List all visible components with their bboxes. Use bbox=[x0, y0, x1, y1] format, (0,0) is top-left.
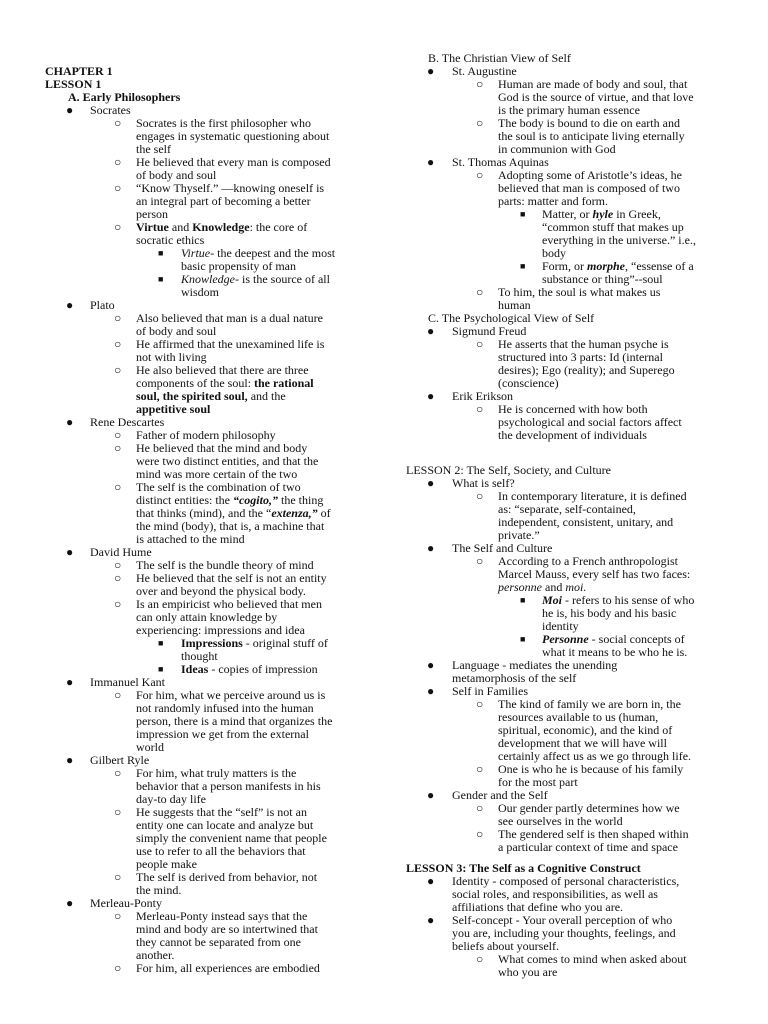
bullet-circle-icon: ○ bbox=[114, 337, 122, 351]
philosopher-name: Plato bbox=[90, 298, 115, 312]
bullet-dot-icon: ● bbox=[66, 675, 74, 689]
list-item: Adopting some of Aristotle’s ideas, he bbox=[498, 168, 682, 182]
list-item: impression we get from the external bbox=[136, 727, 309, 741]
list-item: For him, what we perceive around us is bbox=[136, 688, 326, 702]
lesson-heading: LESSON 2: The Self, Society, and Culture bbox=[406, 463, 611, 477]
list-item: personne and moi. bbox=[498, 580, 587, 594]
list-item: For him, what truly matters is the bbox=[136, 766, 297, 780]
list-item: of body and soul bbox=[136, 168, 217, 182]
list-item: soul, the spirited soul, and the bbox=[136, 389, 286, 403]
bullet-circle-icon: ○ bbox=[476, 402, 484, 416]
bullet-dot-icon: ● bbox=[427, 658, 435, 672]
bullet-circle-icon: ○ bbox=[476, 554, 484, 568]
list-item: Human are made of body and soul, that bbox=[498, 77, 688, 91]
list-item: The kind of family we are born in, the bbox=[498, 697, 681, 711]
bullet-circle-icon: ○ bbox=[114, 116, 122, 130]
bullet-dot-icon: ● bbox=[427, 64, 435, 78]
bullet-dot-icon: ● bbox=[427, 913, 435, 927]
bullet-dot-icon: ● bbox=[427, 476, 435, 490]
philosopher-name: Gilbert Ryle bbox=[90, 753, 150, 767]
bullet-circle-icon: ○ bbox=[114, 766, 122, 780]
list-item: The self is the combination of two bbox=[136, 480, 301, 494]
bullet-square-icon: ■ bbox=[520, 209, 526, 219]
list-item: development that we will have will bbox=[498, 736, 667, 750]
bullet-dot-icon: ● bbox=[427, 874, 435, 888]
bullet-circle-icon: ○ bbox=[114, 805, 122, 819]
list-item: a particular context of time and space bbox=[498, 840, 678, 854]
list-item: appetitive soul bbox=[136, 402, 211, 416]
list-item: metamorphosis of the self bbox=[452, 671, 577, 685]
list-item: The self is derived from behavior, not bbox=[136, 870, 318, 884]
list-item: Marcel Mauss, every self has two faces: bbox=[498, 567, 691, 581]
list-item: person bbox=[136, 207, 168, 221]
bullet-square-icon: ■ bbox=[520, 261, 526, 271]
list-item: human bbox=[498, 298, 531, 312]
list-item: not with living bbox=[136, 350, 207, 364]
bullet-circle-icon: ○ bbox=[476, 762, 484, 776]
bullet-dot-icon: ● bbox=[427, 684, 435, 698]
bullet-dot-icon: ● bbox=[66, 896, 74, 910]
topic-name: Language - mediates the unending bbox=[452, 658, 618, 672]
list-item: not randomly infused into the human bbox=[136, 701, 314, 715]
list-item: you are, including your thoughts, feelings, and bbox=[452, 926, 676, 940]
bullet-square-icon: ■ bbox=[158, 638, 164, 648]
list-item: they cannot be separated from one bbox=[136, 935, 301, 949]
list-item: social roles, and responsibilities, as well as bbox=[452, 887, 658, 901]
list-item: as: “separate, self-contained, bbox=[498, 502, 636, 516]
list-item: substance or thing”--soul bbox=[542, 272, 663, 286]
bullet-circle-icon: ○ bbox=[476, 337, 484, 351]
list-item: components of the soul: the rational bbox=[136, 376, 314, 390]
topic-name: Self in Families bbox=[452, 684, 528, 698]
bullet-circle-icon: ○ bbox=[114, 181, 122, 195]
list-item: mind was more certain of the two bbox=[136, 467, 298, 481]
bullet-circle-icon: ○ bbox=[114, 480, 122, 494]
list-item: he is, his body and his basic bbox=[542, 606, 677, 620]
list-item: What comes to mind when asked about bbox=[498, 952, 687, 966]
bullet-circle-icon: ○ bbox=[114, 961, 122, 975]
bullet-circle-icon: ○ bbox=[114, 155, 122, 169]
topic-name: Gender and the Self bbox=[452, 788, 548, 802]
list-item: everything in the universe.” i.e., bbox=[542, 233, 696, 247]
bullet-dot-icon: ● bbox=[427, 788, 435, 802]
philosopher-name: Socrates bbox=[90, 103, 131, 117]
list-item: wisdom bbox=[181, 285, 220, 299]
bullet-square-icon: ■ bbox=[158, 248, 164, 258]
list-item: the development of individuals bbox=[498, 428, 647, 442]
list-item: certainly affect us as we go through life. bbox=[498, 749, 692, 763]
list-item: Matter, or hyle in Greek, bbox=[542, 207, 661, 221]
list-item: According to a French anthropologist bbox=[498, 554, 678, 568]
bullet-circle-icon: ○ bbox=[476, 952, 484, 966]
list-item: psychological and social factors affect bbox=[498, 415, 682, 429]
list-item: “Know Thyself.” —knowing oneself is bbox=[136, 181, 325, 195]
list-item: use to refer to all the behaviors that bbox=[136, 844, 306, 858]
list-item: engages in systematic questioning about bbox=[136, 129, 330, 143]
list-item: experiencing: impressions and idea bbox=[136, 623, 305, 637]
bullet-dot-icon: ● bbox=[427, 541, 435, 555]
list-item: Ideas - copies of impression bbox=[181, 662, 318, 676]
bullet-circle-icon: ○ bbox=[476, 77, 484, 91]
bullet-circle-icon: ○ bbox=[476, 116, 484, 130]
list-item: people make bbox=[136, 857, 197, 871]
philosopher-name: Sigmund Freud bbox=[452, 324, 527, 338]
bullet-circle-icon: ○ bbox=[476, 285, 484, 299]
list-item: the soul is to anticipate living eternally bbox=[498, 129, 685, 143]
bullet-circle-icon: ○ bbox=[114, 909, 122, 923]
list-item: believed that man is composed of two bbox=[498, 181, 680, 195]
list-item: spiritual, economic), and the kind of bbox=[498, 723, 673, 737]
list-item: mind and body are so intertwined that bbox=[136, 922, 318, 936]
list-item: He is concerned with how both bbox=[498, 402, 648, 416]
list-item: He affirmed that the unexamined life is bbox=[136, 337, 325, 351]
bullet-dot-icon: ● bbox=[66, 298, 74, 312]
list-item: Moi - refers to his sense of who bbox=[542, 593, 695, 607]
list-item: God is the source of virtue, and that love bbox=[498, 90, 694, 104]
bullet-circle-icon: ○ bbox=[476, 168, 484, 182]
bullet-circle-icon: ○ bbox=[476, 801, 484, 815]
list-item: He believed that every man is composed bbox=[136, 155, 331, 169]
list-item: is the primary human essence bbox=[498, 103, 640, 117]
philosopher-name: Merleau-Ponty bbox=[90, 896, 162, 910]
bullet-circle-icon: ○ bbox=[114, 870, 122, 884]
list-item: distinct entities: the “cogito,” the thing bbox=[136, 493, 324, 507]
list-item: what it means to be who he is. bbox=[542, 645, 688, 659]
bullet-circle-icon: ○ bbox=[476, 697, 484, 711]
philosopher-name: St. Thomas Aquinas bbox=[452, 155, 549, 169]
list-item: that thinks (mind), and the “extenza,” of bbox=[136, 506, 331, 520]
bullet-dot-icon: ● bbox=[427, 324, 435, 338]
lesson-heading: LESSON 3: The Self as a Cognitive Construct bbox=[406, 861, 641, 875]
list-item: The self is the bundle theory of mind bbox=[136, 558, 314, 572]
list-item: thought bbox=[181, 649, 218, 663]
bullet-circle-icon: ○ bbox=[476, 489, 484, 503]
bullet-circle-icon: ○ bbox=[114, 441, 122, 455]
philosopher-name: St. Augustine bbox=[452, 64, 517, 78]
list-item: the mind. bbox=[136, 883, 182, 897]
list-item: Socrates is the first philosopher who bbox=[136, 116, 311, 130]
bullet-square-icon: ■ bbox=[158, 274, 164, 284]
list-item: see ourselves in the world bbox=[498, 814, 623, 828]
list-item: Merleau-Ponty instead says that the bbox=[136, 909, 308, 923]
bullet-circle-icon: ○ bbox=[114, 363, 122, 377]
bullet-dot-icon: ● bbox=[66, 545, 74, 559]
list-item: can only attain knowledge by bbox=[136, 610, 278, 624]
bullet-dot-icon: ● bbox=[66, 415, 74, 429]
list-item: behavior that a person manifests in his bbox=[136, 779, 321, 793]
section-heading: C. The Psychological View of Self bbox=[428, 311, 595, 325]
list-item: The gendered self is then shaped within bbox=[498, 827, 689, 841]
bullet-circle-icon: ○ bbox=[114, 558, 122, 572]
list-item: resources available to us (human, bbox=[498, 710, 659, 724]
bullet-square-icon: ■ bbox=[520, 634, 526, 644]
list-item: He believed that the self is not an entity bbox=[136, 571, 327, 585]
list-item: person, there is a mind that organizes the bbox=[136, 714, 333, 728]
list-item: affiliations that define who you are. bbox=[452, 900, 624, 914]
list-item: structured into 3 parts: Id (internal bbox=[498, 350, 663, 364]
list-item: socratic ethics bbox=[136, 233, 205, 247]
list-item: (conscience) bbox=[498, 376, 559, 390]
list-item: Virtue and Knowledge: the core of bbox=[136, 220, 308, 234]
list-item: Self-concept - Your overall perception of who bbox=[452, 913, 673, 927]
list-item: identity bbox=[542, 619, 579, 633]
list-item: private.” bbox=[498, 528, 540, 542]
list-item: One is who he is because of his family bbox=[498, 762, 684, 776]
list-item: over and beyond the physical body. bbox=[136, 584, 306, 598]
list-item: an integral part of becoming a better bbox=[136, 194, 311, 208]
topic-name: What is self? bbox=[452, 476, 515, 490]
list-item: were two distinct entities, and that the bbox=[136, 454, 319, 468]
section-heading: B. The Christian View of Self bbox=[428, 51, 571, 65]
bullet-square-icon: ■ bbox=[520, 595, 526, 605]
bullet-dot-icon: ● bbox=[427, 389, 435, 403]
list-item: Father of modern philosophy bbox=[136, 428, 276, 442]
bullet-circle-icon: ○ bbox=[114, 220, 122, 234]
list-item: simply the convenient name that people bbox=[136, 831, 327, 845]
bullet-square-icon: ■ bbox=[158, 664, 164, 674]
list-item: day-to day life bbox=[136, 792, 206, 806]
bullet-circle-icon: ○ bbox=[114, 688, 122, 702]
list-item: Identity - composed of personal characteristics, bbox=[452, 874, 680, 888]
list-item: Knowledge- is the source of all bbox=[181, 272, 330, 286]
list-item: He asserts that the human psyche is bbox=[498, 337, 669, 351]
list-item: He also believed that there are three bbox=[136, 363, 309, 377]
bullet-dot-icon: ● bbox=[66, 103, 74, 117]
list-item: of body and soul bbox=[136, 324, 217, 338]
list-item: To him, the soul is what makes us bbox=[498, 285, 661, 299]
list-item: for the most part bbox=[498, 775, 578, 789]
list-item: For him, all experiences are embodied bbox=[136, 961, 320, 975]
list-item: He suggests that the “self” is not an bbox=[136, 805, 307, 819]
bullet-circle-icon: ○ bbox=[114, 428, 122, 442]
bullet-dot-icon: ● bbox=[66, 753, 74, 767]
list-item: beliefs about yourself. bbox=[452, 939, 559, 953]
list-item: Personne - social concepts of bbox=[542, 632, 685, 646]
list-item: who you are bbox=[498, 965, 558, 979]
section-heading: A. Early Philosophers bbox=[68, 90, 181, 104]
list-item: Form, or morphe, “essense of a bbox=[542, 259, 694, 273]
bullet-circle-icon: ○ bbox=[476, 827, 484, 841]
philosopher-name: Rene Descartes bbox=[90, 415, 165, 429]
list-item: Our gender partly determines how we bbox=[498, 801, 680, 815]
list-item: Also believed that man is a dual nature bbox=[136, 311, 323, 325]
bullet-dot-icon: ● bbox=[427, 155, 435, 169]
bullet-circle-icon: ○ bbox=[114, 311, 122, 325]
list-item: entity one can locate and analyze but bbox=[136, 818, 314, 832]
philosopher-name: Erik Erikson bbox=[452, 389, 513, 403]
list-item: “common stuff that makes up bbox=[542, 220, 684, 234]
list-item: He believed that the mind and body bbox=[136, 441, 308, 455]
list-item: the self bbox=[136, 142, 171, 156]
list-item: world bbox=[136, 740, 164, 754]
list-item: the mind (body), that is, a machine that bbox=[136, 519, 325, 533]
bullet-circle-icon: ○ bbox=[114, 597, 122, 611]
philosopher-name: David Hume bbox=[90, 545, 152, 559]
list-item: basic propensity of man bbox=[181, 259, 296, 273]
list-item: independent, consistent, unitary, and bbox=[498, 515, 674, 529]
list-item: body bbox=[542, 246, 566, 260]
list-item: Is an empiricist who believed that men bbox=[136, 597, 322, 611]
list-item: Virtue- the deepest and the most bbox=[181, 246, 336, 260]
list-item: In contemporary literature, it is defined bbox=[498, 489, 687, 503]
list-item: Impressions - original stuff of bbox=[181, 636, 328, 650]
lesson-heading: LESSON 1 bbox=[45, 77, 102, 91]
list-item: parts: matter and form. bbox=[498, 194, 608, 208]
list-item: The body is bound to die on earth and bbox=[498, 116, 680, 130]
list-item: is attached to the mind bbox=[136, 532, 245, 546]
list-item: in communion with God bbox=[498, 142, 616, 156]
list-item: desires); Ego (reality); and Superego bbox=[498, 363, 675, 377]
chapter-heading: CHAPTER 1 bbox=[45, 64, 113, 78]
philosopher-name: Immanuel Kant bbox=[90, 675, 165, 689]
topic-name: The Self and Culture bbox=[452, 541, 553, 555]
list-item: another. bbox=[136, 948, 175, 962]
bullet-circle-icon: ○ bbox=[114, 571, 122, 585]
